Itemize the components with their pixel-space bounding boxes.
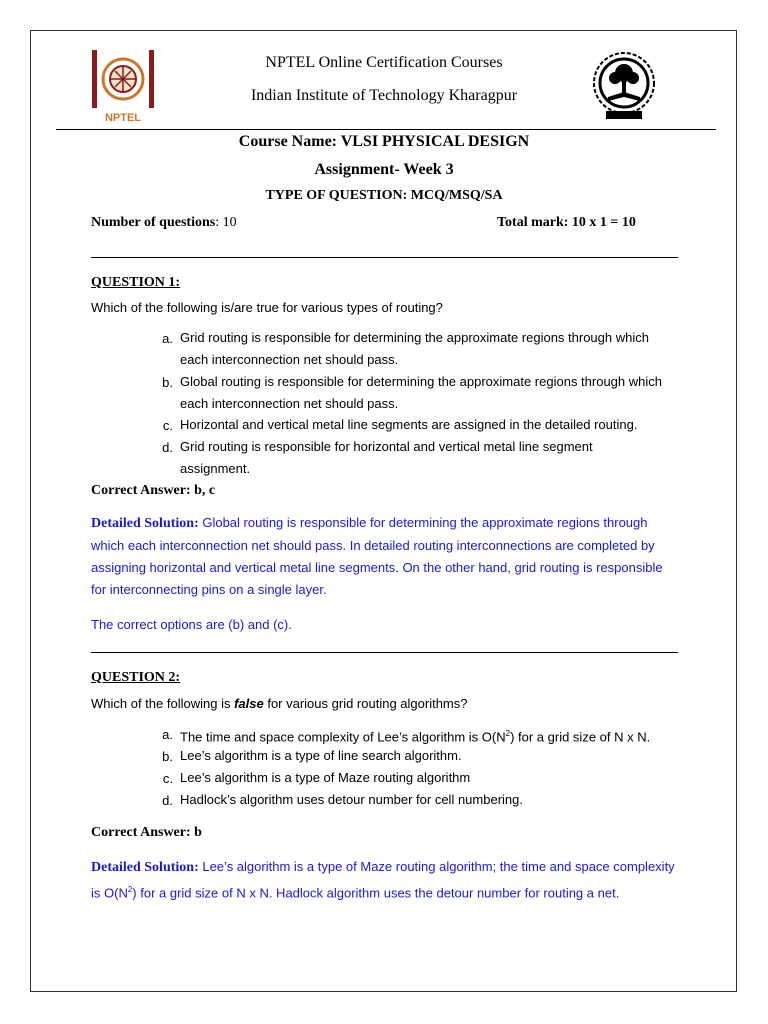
solution-label: Detailed Solution: xyxy=(91,860,199,875)
q1-option-letter: d. xyxy=(162,440,173,455)
solution-text: ) for a grid size of N x N. Hadlock algorithm uses the detour number for routing a net. xyxy=(132,885,620,901)
q1-option-letter: c. xyxy=(162,418,173,433)
solution-label: Detailed Solution: xyxy=(91,516,199,531)
q2-text-part: Which of the following is xyxy=(91,696,235,711)
svg-text:NPTEL: NPTEL xyxy=(104,112,142,124)
q1-option-letter: b. xyxy=(162,375,173,390)
q2-option-a-part: The time and space complexity of Lee’s algorithm is O(N xyxy=(180,729,506,745)
number-of-questions-value: : 10 xyxy=(215,215,237,230)
q2-option-letter: d. xyxy=(162,793,173,808)
question-1-correct-options: The correct options are (b) and (c). xyxy=(91,617,292,632)
course-name: Course Name: VLSI PHYSICAL DESIGN xyxy=(238,133,530,150)
q2-option-letter: b. xyxy=(162,749,173,764)
q2-option-letter: a. xyxy=(162,727,173,742)
q2-option-a-part: ) for a grid size of N x N. xyxy=(510,729,651,745)
solution-text: Global routing is responsible for determining the approximate regions through which each interconnection net should pass. In detailed routing interconnections are completed by assigning horizontal and vertical metal line segments. On the other hand, grid routing is responsible for interconnecting pins on a single layer. xyxy=(91,515,663,597)
institution-line2: Indian Institute of Technology Kharagpur xyxy=(250,87,518,104)
solution-text: Lee’s algorithm is a type of Maze routing algorithm; the time and space complexity is O(N xyxy=(91,859,675,901)
assignment-title: Assignment- Week 3 xyxy=(314,161,454,178)
q2-option-b: Lee’s algorithm is a type of line search algorithm. xyxy=(180,748,462,763)
question-1-solution xyxy=(91,512,681,601)
q1-option-letter: a. xyxy=(162,331,173,346)
total-mark: Total mark: 10 x 1 = 10 xyxy=(497,215,636,230)
institution-line1: NPTEL Online Certification Courses xyxy=(265,54,503,71)
question-type: TYPE OF QUESTION: MCQ/MSQ/SA xyxy=(265,188,503,203)
header-divider xyxy=(56,129,716,130)
q1-option-d: Grid routing is responsible for horizontal and vertical metal line segment assignment. xyxy=(180,439,593,476)
question-1-text: Which of the following is/are true for various types of routing? xyxy=(91,300,443,315)
q2-text-part: for various grid routing algorithms? xyxy=(263,696,468,711)
question-1-answer: Correct Answer: b, c xyxy=(91,483,216,498)
number-of-questions xyxy=(91,215,237,231)
q1-option-a: Grid routing is responsible for determining the approximate regions through which each interconnection net should pass. xyxy=(180,330,649,367)
superscript: 2 xyxy=(127,885,133,894)
q1-option-c: Horizontal and vertical metal line segments are assigned in the detailed routing. xyxy=(180,417,638,432)
question-1-title: QUESTION 1: xyxy=(91,275,181,290)
superscript: 2 xyxy=(505,729,511,738)
section-divider xyxy=(91,257,678,258)
question-2-solution xyxy=(91,856,681,904)
question-2-answer: Correct Answer: b xyxy=(91,825,202,840)
question-2-title: QUESTION 2: xyxy=(91,670,181,685)
section-divider xyxy=(91,652,678,653)
question-2-text xyxy=(91,696,467,711)
q2-option-d: Hadlock’s algorithm uses detour number for cell numbering. xyxy=(180,792,523,807)
number-of-questions-label: Number of questions xyxy=(91,215,216,230)
q2-text-emphasis: false xyxy=(234,696,264,711)
q2-option-c: Lee’s algorithm is a type of Maze routing algorithm xyxy=(180,770,471,785)
q1-option-b: Global routing is responsible for determining the approximate regions through which each interconnection net should pass. xyxy=(180,374,662,411)
q2-option-letter: c. xyxy=(162,771,173,786)
